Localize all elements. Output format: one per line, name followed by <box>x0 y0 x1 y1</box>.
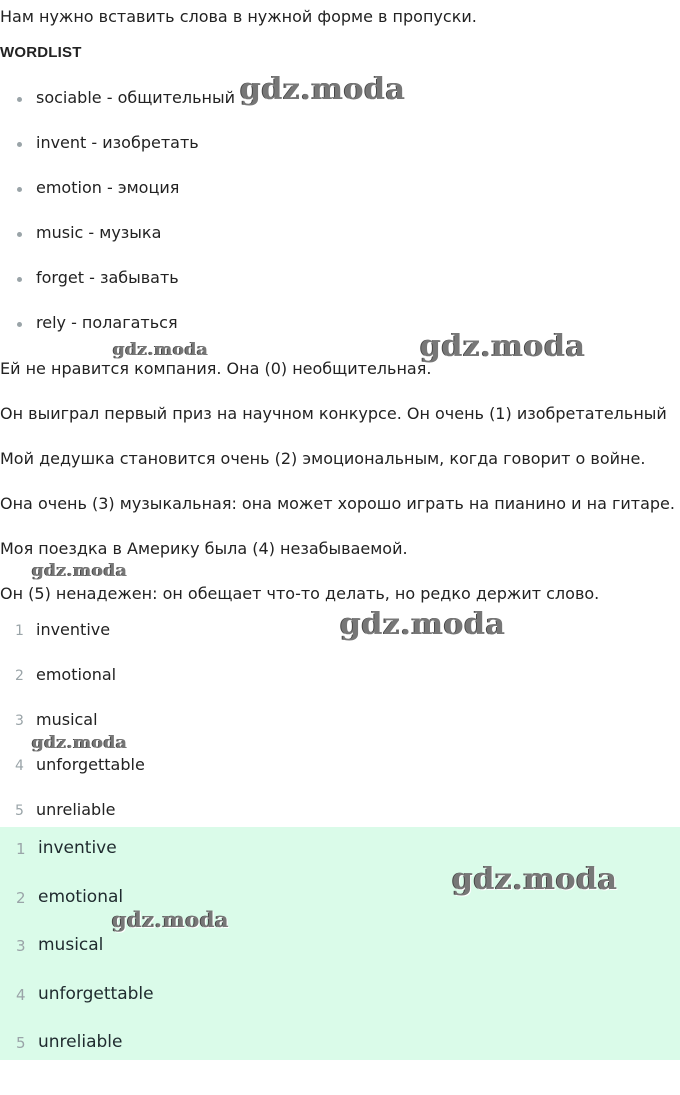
watermark: gdz.moda <box>452 862 618 897</box>
list-item <box>0 935 154 984</box>
sentence: Она очень (3) музыкальная: она может хорошо играть на пианино и на гитаре. <box>0 494 675 513</box>
list-item <box>0 268 235 313</box>
item-number: 1 <box>16 840 26 858</box>
item-number: 1 <box>15 623 24 639</box>
bullet-icon <box>17 187 22 192</box>
list-item <box>0 984 154 1033</box>
wordlist-title: WORDLIST <box>0 44 82 61</box>
list-item <box>0 1032 154 1081</box>
wordlist-entry: emotion - эмоция <box>36 178 180 197</box>
watermark: gdz.moda <box>113 340 209 360</box>
watermark: gdz.moda <box>340 607 506 642</box>
answer-word: inventive <box>36 620 111 639</box>
wordlist-entry: music - музыка <box>36 223 162 242</box>
item-number: 4 <box>15 758 24 774</box>
answer-word: unreliable <box>38 1032 123 1052</box>
bullet-icon <box>17 142 22 147</box>
list-item <box>0 665 145 710</box>
list-item <box>0 223 235 268</box>
item-number: 2 <box>16 888 26 907</box>
sentence: Мой дедушка становится очень (2) эмоциональным, когда говорит о войне. <box>0 449 646 468</box>
watermark: gdz.moda <box>32 733 128 753</box>
wordlist-entry: invent - изобретать <box>36 133 199 152</box>
answer-word: inventive <box>38 838 117 858</box>
wordlist-entry: forget - забывать <box>36 268 179 287</box>
bullet-icon <box>17 277 22 282</box>
answer-word: unforgettable <box>38 983 154 1004</box>
item-number: 3 <box>16 937 26 955</box>
item-number: 2 <box>15 668 24 684</box>
wordlist <box>0 88 235 358</box>
watermark: gdz.moda <box>32 561 128 581</box>
list-item <box>0 755 145 800</box>
watermark: gdz.moda <box>420 329 586 364</box>
item-number: 3 <box>15 713 24 729</box>
list-item <box>0 178 235 223</box>
sentence: Моя поездка в Америку была (4) незабываемой. <box>0 539 408 558</box>
sentence: Ей не нравится компания. Она (0) необщительная. <box>0 359 432 378</box>
list-item <box>0 838 154 887</box>
bullet-icon <box>17 322 22 327</box>
list-item <box>0 620 145 665</box>
item-number: 5 <box>16 1034 26 1052</box>
answer-word: emotional <box>38 886 124 907</box>
answer-word: unforgettable <box>36 755 145 774</box>
sentence: Он (5) ненадежен: он обещает что-то делать, но редко держит слово. <box>0 584 600 603</box>
wordlist-entry: sociable - общительный <box>36 88 235 107</box>
list-item <box>0 133 235 178</box>
answer-word: musical <box>36 710 98 729</box>
bullet-icon <box>17 97 22 102</box>
list-item <box>0 88 235 133</box>
watermark: gdz.moda <box>240 72 406 107</box>
answer-word: musical <box>38 935 104 955</box>
item-number: 5 <box>15 803 24 819</box>
sentences <box>0 359 675 629</box>
intro-text: Нам нужно вставить слова в нужной форме в пропуски. <box>0 7 477 26</box>
wordlist-entry: rely - полагаться <box>36 313 178 332</box>
sentence: Он выиграл первый приз на научном конкурсе. Он очень (1) изобретательный <box>0 404 667 423</box>
item-number: 4 <box>16 985 26 1004</box>
watermark: gdz.moda <box>112 907 230 932</box>
answer-box-list <box>0 838 154 1081</box>
bullet-icon <box>17 232 22 237</box>
answer-word: emotional <box>36 665 117 684</box>
answer-word: unreliable <box>36 800 116 819</box>
